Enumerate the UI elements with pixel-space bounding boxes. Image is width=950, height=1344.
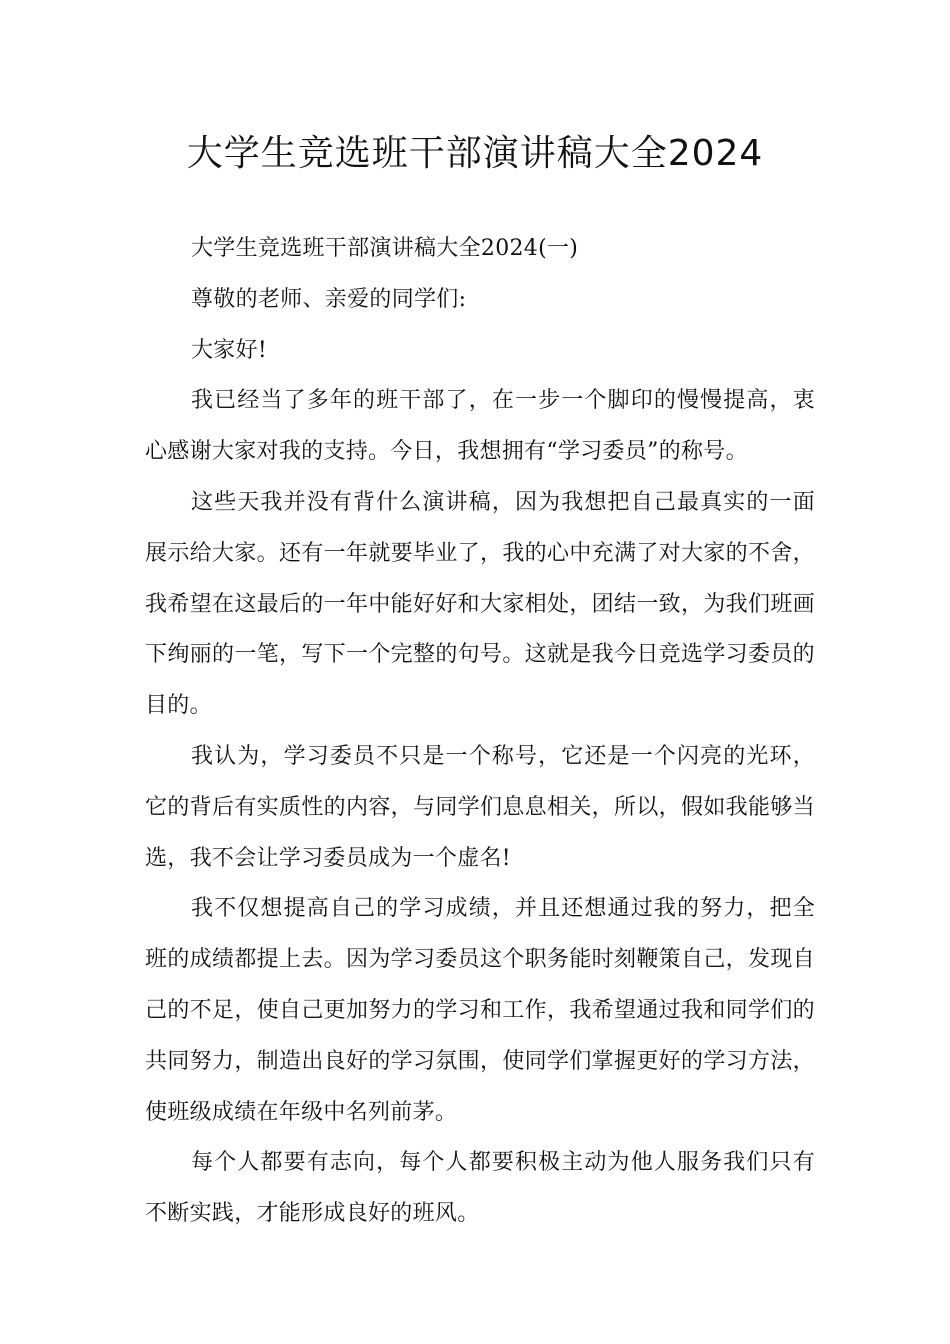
paragraph: 我不仅想提高自己的学习成绩，并且还想通过我的努力，把全班的成绩都提上去。因为学习委员这个职务能时刻鞭策自己，发现自己的不足，使自己更加努力的学习和工作，我希望通过我和同学们的共同努力，制造出良好的学习氛围，使同学们掌握更好的学习方法，使班级成绩在年级中名列前茅。	[145, 896, 815, 1125]
paragraph-salutation: 尊敬的老师、亲爱的同学们:	[191, 286, 467, 312]
paragraph-greeting: 大家好!	[191, 337, 268, 363]
paragraph: 每个人都要有志向，每个人都要积极主动为他人服务我们只有不断实践，才能形成良好的班风。	[145, 1150, 815, 1227]
document-title: 大学生竞选班干部演讲稿大全2024	[186, 133, 764, 174]
paragraph: 这些天我并没有背什么演讲稿，因为我想把自己最真实的一面展示给大家。还有一年就要毕业了，我的心中充满了对大家的不舍，我希望在这最后的一年中能好好和大家相处，团结一致，为我们班画下绚丽的一笔，写下一个完整的句号。这就是我今日竞选学习委员的目的。	[145, 489, 815, 719]
paragraph-subtitle: 大学生竞选班干部演讲稿大全2024(一)	[191, 236, 579, 261]
document-body	[145, 224, 815, 1240]
paragraph: 我已经当了多年的班干部了，在一步一个脚印的慢慢提高，衷心感谢大家对我的支持。今日，我想拥有“学习委员”的称号。	[145, 388, 815, 465]
paragraph: 我认为，学习委员不只是一个称号，它还是一个闪亮的光环，它的背后有实质性的内容，与同学们息息相关，所以，假如我能够当选，我不会让学习委员成为一个虚名!	[145, 743, 815, 871]
